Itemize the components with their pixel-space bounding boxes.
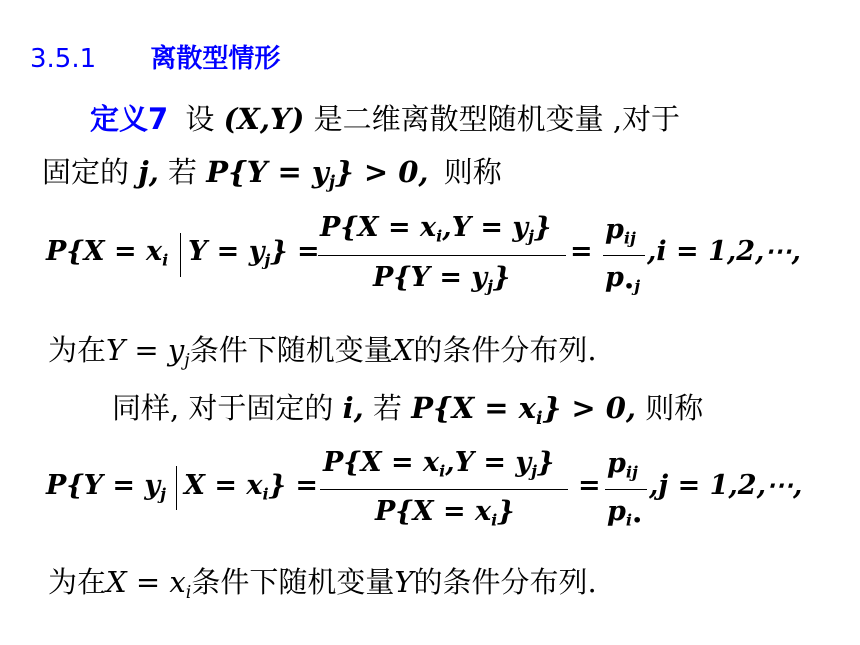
- condition-x: $X = x_i$: [106, 565, 192, 604]
- formula-2-lhs-cond: $X = x_i$} =: [184, 470, 319, 504]
- formula-1-denominator: $P\{Y = y_j\}$: [373, 262, 511, 296]
- formula-2-tail: ,j = 1,2,⋯,: [649, 470, 803, 501]
- var-j: j,: [138, 155, 159, 189]
- formula-1-lhs-cond: $Y = y_j$} =: [188, 236, 320, 270]
- condition-expr: $P\{Y = y_j\} > 0$,: [206, 155, 429, 194]
- formula-1-frac-den: $p_{•j}$: [605, 262, 641, 296]
- section-title: 离散型情形: [150, 44, 281, 74]
- fraction-bar-2: [320, 489, 568, 490]
- formula-1-numerator: $P\{X = x_i,Y = y_j\}$: [320, 212, 552, 246]
- sentence-2: 为在$X = x_i$条件下随机变量Y的条件分布列.: [48, 565, 597, 604]
- formula-2-eq: =: [578, 470, 601, 501]
- formula-2-numerator: $P\{X = x_i,Y = y_j\}$: [323, 447, 555, 481]
- formula-2-denominator: $P\{X = x_i\}$: [375, 496, 515, 530]
- section-number: 3.5.1: [30, 44, 97, 74]
- formula-1-tail: ,i = 1,2,⋯,: [647, 236, 801, 267]
- formula-1-frac-num: $p_{ij}$: [605, 214, 636, 248]
- formula-2-frac-num: $p_{ij}$: [607, 448, 638, 482]
- formula-2-lhs: $P\{Y = y_j$: [46, 470, 166, 504]
- text-ruo: 若: [168, 155, 198, 189]
- sentence-1: 为在$Y = y_j$条件下随机变量X的条件分布列.: [48, 333, 597, 372]
- fraction-bar-2b: [605, 489, 647, 490]
- condition-y: $Y = y_j$: [106, 333, 190, 372]
- text-definition-rest: 是二维离散型随机变量 ,对于: [313, 102, 681, 136]
- definition-line-1: [90, 97, 680, 138]
- formula-1-lhs: $P\{X = x_i$: [46, 236, 169, 270]
- var-i: i,: [342, 391, 364, 425]
- conditional-bar-2: [176, 466, 177, 510]
- fraction-bar-1b: [603, 255, 645, 256]
- conditional-bar-1: [180, 233, 181, 277]
- fraction-bar-1: [318, 255, 566, 256]
- text-she: 设: [185, 102, 215, 136]
- condition-expr-2: $P\{X = x_i\} > 0$,: [411, 391, 637, 430]
- var-pair: (X,Y): [223, 102, 305, 136]
- section-heading: [30, 38, 280, 75]
- definition-label: 定义7: [90, 102, 169, 136]
- formula-1-eq: =: [570, 236, 593, 267]
- definition-line-2: [42, 150, 502, 193]
- formula-2-frac-den: $p_{i•}$: [607, 496, 643, 530]
- text-zecheng: 则称: [443, 155, 502, 189]
- text-fixed: 固定的: [42, 155, 130, 189]
- similarly-line: 同样, 对于固定的 i, 若 $P\{X = x_i\} > 0$, 则称: [112, 391, 704, 430]
